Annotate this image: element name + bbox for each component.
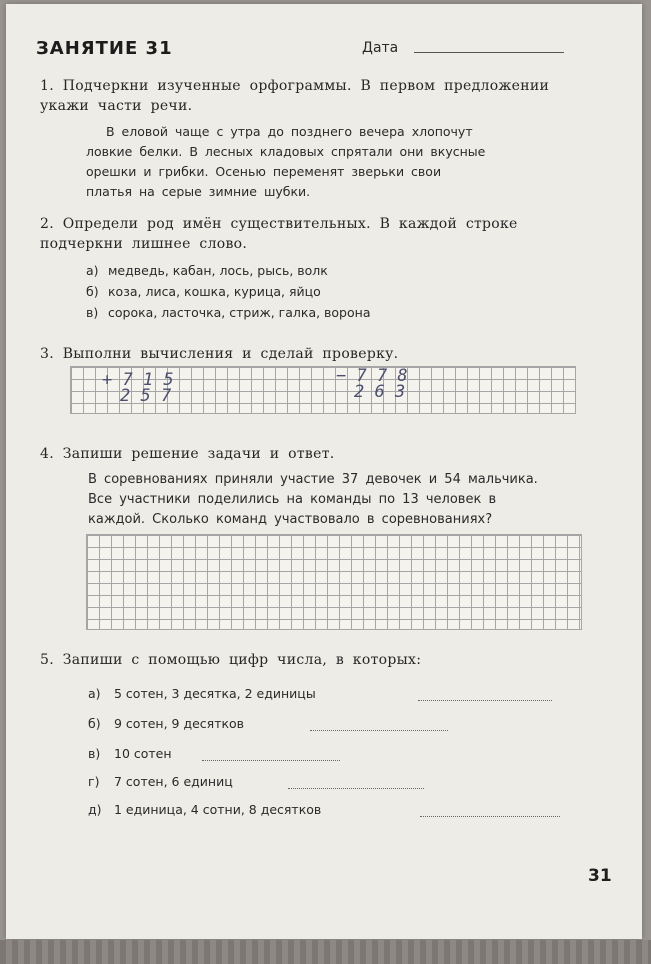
item-marker: в) [86,305,99,320]
date-label: Дата [362,40,399,56]
list-item [86,260,575,281]
answer-field[interactable] [288,788,424,789]
handwritten-minuend: − 7 7 8 [336,366,408,386]
task-1-line: ловкие белки. В лесных кладовых спрятали они вкусные [86,144,486,159]
page-number: 31 [588,866,612,886]
handwritten-addend: + 7 1 5 [102,370,174,390]
number-description: 9 сотен, 9 десятков [114,716,245,731]
task-1 [40,76,575,202]
page-header [36,38,596,66]
number-description: 7 сотен, 6 единиц [114,774,233,789]
item-marker: в) [88,746,101,761]
list-item [86,302,575,323]
lesson-title: ЗАНЯТИЕ 31 [36,38,173,59]
answer-field[interactable] [420,816,560,817]
task-4-title: 4. Запиши решение задачи и ответ. [40,446,335,462]
task-2-list [86,260,575,323]
handwritten-addend: 2 5 7 [120,386,172,406]
answer-field[interactable] [310,730,448,731]
task-1-line: платья на серые зимние шубки. [86,184,311,199]
number-description: 1 единица, 4 сотни, 8 десятков [114,802,322,817]
number-description: 5 сотен, 3 десятка, 2 единицы [114,686,316,701]
item-marker: а) [88,686,101,701]
task-1-text [86,122,571,202]
task-1-title: 1. Подчеркни изученные орфограммы. В первом предложении укажи части речи. [40,78,550,114]
task-2-title: 2. Определи род имён существительных. В каждой строке подчеркни лишнее слово. [40,216,518,252]
answer-field[interactable] [418,700,552,701]
word-row: сорока, ласточка, стриж, галка, ворона [108,305,371,320]
item-marker: д) [88,802,102,817]
item-marker: б) [88,716,101,731]
task-4-line: каждой. Сколько команд участвовало в соревнованиях? [88,512,493,527]
fabric-background [0,940,651,964]
task-1-line: В еловой чаще с утра до позднего вечера хлопочут [106,124,473,139]
task-1-line: орешки и грибки. Осенью переменят зверьки свои [86,164,442,179]
word-row: медведь, кабан, лось, рысь, волк [108,263,328,278]
task-3 [40,344,575,364]
handwritten-subtrahend: 2 6 3 [354,382,406,402]
task-2 [40,214,575,323]
item-marker: г) [88,774,100,789]
item-marker: а) [86,263,99,278]
answer-row [88,746,172,761]
word-row: коза, лиса, кошка, курица, яйцо [108,284,321,299]
task-3-title: 3. Выполни вычисления и сделай проверку. [40,346,399,362]
date-field[interactable] [414,52,564,53]
task-5 [40,650,575,670]
answer-field[interactable] [202,760,340,761]
number-description: 10 сотен [114,746,172,761]
item-marker: б) [86,284,99,299]
answer-row [88,774,233,789]
answer-row [88,716,244,731]
task-4-line: В соревнованиях приняли участие 37 девочек и 54 мальчика. [88,472,538,487]
answer-row [88,686,316,701]
task-4-line: Все участники поделились на команды по 13 человек в [88,492,497,507]
task-5-title: 5. Запиши с помощью цифр числа, в которых: [40,652,422,668]
workbook-page [6,4,642,939]
task-4-text [88,470,588,530]
task-4 [40,444,588,530]
list-item [86,281,575,302]
solution-grid[interactable] [86,534,582,630]
answer-row [88,802,321,817]
